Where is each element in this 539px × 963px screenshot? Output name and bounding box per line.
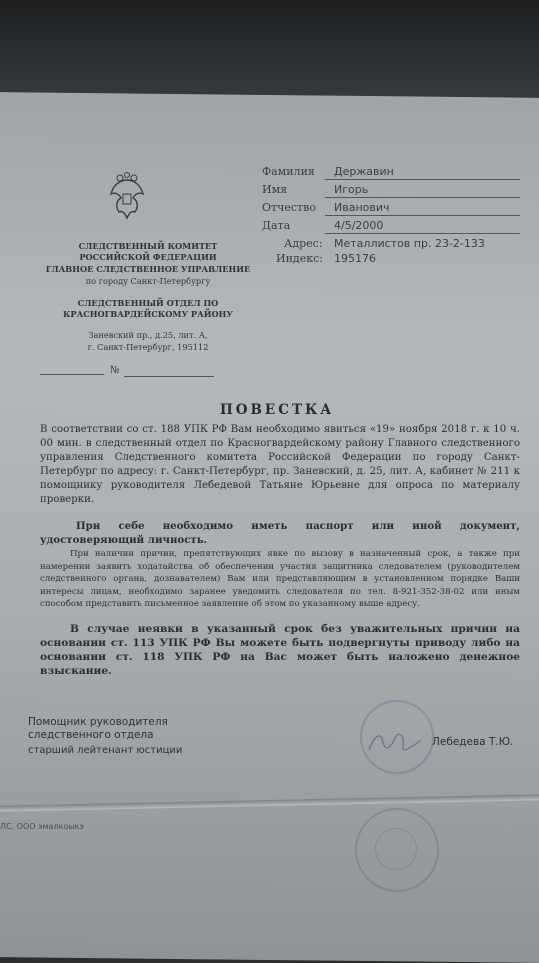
bottom-fragment-text: ЛС, ООО эмалкоыкэ [0,822,84,831]
patronymic-label: Отчество [262,201,316,214]
header-line-3: ГЛАВНОЕ СЛЕДСТВЕННОЕ УПРАВЛЕНИЕ [45,264,251,274]
date-value: 4/5/2000 [334,219,384,232]
date-label: Дата [262,219,291,232]
patronymic-line [325,215,520,216]
surname-label: Фамилия [262,165,315,178]
address-label: Адрес: [284,237,323,250]
surname-line [325,179,520,180]
name-value: Игорь [334,183,369,196]
name-label: Имя [262,183,288,196]
dept-line-2: КРАСНОГВАРДЕЙСКОМУ РАЙОНУ [62,309,234,319]
signature-rank: старший лейтенант юстиции [28,745,183,756]
reg-number-line [124,376,214,377]
signature-position-2: следственного отдела [28,729,154,741]
signature-name: Лебедева Т.Ю. [432,736,514,748]
postal-stamp-inner [375,828,417,870]
coat-of-arms-emblem [105,172,149,224]
index-value: 195176 [334,252,376,265]
address-line-2: г. Санкт-Петербург, 195112 [87,342,209,352]
document-title: ПОВЕСТКА [220,402,335,418]
date-line [325,233,520,234]
header-line-4: по городу Санкт-Петербургу [85,276,211,286]
number-sign: № [110,365,120,376]
warning-paragraph: В случае неявки в указанный срок без уважительных причин на основании ст. 113 УПК РФ Вы можете быть подвергнуты приводу либо на основании ст. 118 УПК РФ на Вас может быть наложено денежное взыскание. [40,623,520,677]
address-line-1: Заневский пр., д.25, лит. А, [88,330,208,340]
notice-paragraph: При наличии причин, препятствующих явке по вызову в назначенный срок, а также при намерении заявить ходатайства об обеспечении участия защитника следователем (руководителем следственного органа, дознавателем) Вам или представляющим в установленном порядке Ваши интересы лицам, необходимо заранее уведомить следователя по тел. 8-921-352-38-02 или иным способом представить письменное заявление об этом по указанному выше адресу. [40,549,520,609]
signature-position-1: Помощник руководителя [28,716,168,728]
address-value: Металлистов пр. 23-2-133 [334,237,485,250]
dept-line-1: СЛЕДСТВЕННЫЙ ОТДЕЛ ПО [77,298,219,308]
summons-paragraph: В соответствии со ст. 188 УПК РФ Вам необходимо явиться «19» ноября 2018 г. к 10 ч. 00 мин. в следственный отдел по Красногвардейскому району Главного следственного управления Следственного комитета Российской Федерации по городу Санкт-Петербург по адресу: г. Санкт-Петербург, пр. Заневский, д. 25, лит. А, кабинет № 211 к помощнику руководителя Лебедевой Татьяне Юрьевне для опроса по материалу проверки. [40,424,520,505]
header-line-1: СЛЕДСТВЕННЫЙ КОМИТЕТ [78,241,218,251]
reg-date-line [40,374,104,375]
handwritten-signature [365,728,425,756]
patronymic-value: Иванович [334,201,390,214]
surname-value: Державин [334,165,394,178]
index-label: Индекс: [276,252,323,265]
name-line [325,197,520,198]
documents-paragraph: При себе необходимо иметь паспорт или иной документ, удостоверяющий личность. [40,520,520,546]
header-line-2: РОССИЙСКОЙ ФЕДЕРАЦИИ [79,252,217,262]
